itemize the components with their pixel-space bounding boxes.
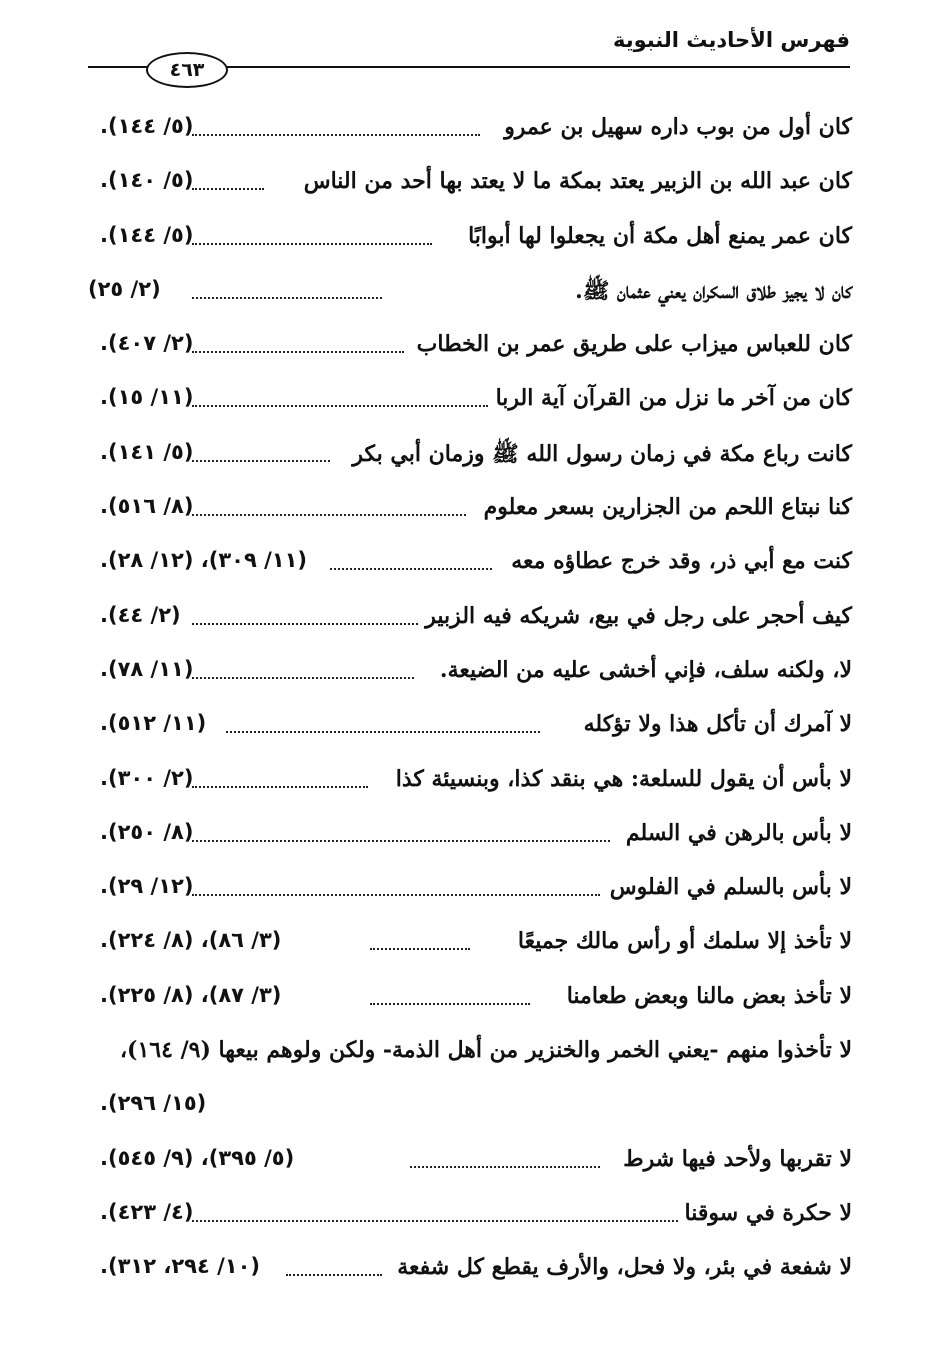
entry-reference: (٨/ ٥١٦). bbox=[100, 494, 194, 519]
entry-reference: (١١/ ٥١٢). bbox=[100, 711, 207, 736]
dot-leader bbox=[410, 1166, 600, 1168]
entry-reference: (١٠/ ٢٩٤، ٣١٢). bbox=[100, 1254, 261, 1279]
entry-text: لا تأخذ إلا سلمك أو رأس مالك جميعًا bbox=[517, 928, 852, 955]
index-entry bbox=[96, 375, 852, 429]
dot-leader bbox=[286, 1274, 382, 1276]
dot-leader bbox=[192, 840, 610, 842]
index-entry bbox=[96, 158, 852, 212]
entry-text: لا تأخذوا منهم -يعني الخمر والخنزير من أهل الذمة- ولكن ولوهم بيعها (٩/ ١٦٤)، bbox=[119, 1037, 852, 1064]
entry-text: لا بأس بالرهن في السلم bbox=[625, 819, 852, 846]
index-entry-continuation bbox=[96, 1081, 852, 1135]
index-entry bbox=[96, 213, 852, 267]
entry-text: لا تأخذ بعض مالنا وبعض طعامنا bbox=[566, 982, 852, 1009]
entry-reference: (٤/ ٤٢٣). bbox=[100, 1199, 194, 1224]
index-entry bbox=[96, 973, 852, 1027]
index-entry bbox=[88, 267, 852, 321]
entry-text: كان من آخر ما نزل من القرآن آية الربا bbox=[495, 385, 852, 412]
index-entry bbox=[96, 593, 852, 647]
dot-leader bbox=[192, 514, 466, 516]
entry-reference: (٥/ ١٤١). bbox=[100, 439, 194, 464]
running-header-title: فهرس الأحاديث النبوية bbox=[612, 28, 850, 52]
entry-text: لا بأس أن يقول للسلعة: هي بنقد كذا، وبنسيئة كذا bbox=[395, 765, 852, 792]
index-entry bbox=[96, 321, 852, 375]
dot-leader bbox=[330, 568, 492, 570]
index-entry bbox=[96, 810, 852, 864]
index-entry bbox=[96, 1136, 852, 1190]
entry-text: كنت مع أبي ذر، وقد خرج عطاؤه معه bbox=[511, 548, 852, 575]
index-entry bbox=[96, 1244, 852, 1298]
index-entry bbox=[96, 1027, 852, 1081]
entry-text: كانت رباع مكة في زمان رسول الله ﷺ وزمان أبي بكر bbox=[352, 440, 852, 467]
entry-reference: (٢/ ٤٠٧). bbox=[100, 331, 194, 356]
entry-text: كان للعباس ميزاب على طريق عمر بن الخطاب bbox=[416, 331, 852, 358]
dot-leader bbox=[192, 134, 480, 136]
entry-reference: (٣/ ٨٧)، (٨/ ٢٢٥). bbox=[100, 982, 282, 1007]
entry-reference: (٥/ ١٤٠). bbox=[100, 168, 194, 193]
entry-text: لا شفعة في بئر، ولا فحل، والأرف يقطع كل شفعة bbox=[397, 1254, 852, 1281]
entry-reference: (١١/ ٧٨). bbox=[100, 656, 194, 681]
index-entry bbox=[96, 104, 852, 158]
entry-text: كيف أحجر على رجل في بيع، شريكه فيه الزبير bbox=[425, 602, 852, 629]
entry-reference: (٥/ ٣٩٥)، (٩/ ٥٤٥). bbox=[100, 1145, 295, 1170]
entry-text: كان لا يجيز طلاق السكران يعني عثمان ﷺ. bbox=[575, 277, 852, 304]
dot-leader bbox=[370, 1003, 530, 1005]
entry-reference: (١١/ ٣٠٩)، (١٢/ ٢٨). bbox=[100, 548, 308, 573]
dot-leader bbox=[192, 623, 418, 625]
entry-reference: (٣/ ٨٦)، (٨/ ٢٢٤). bbox=[100, 928, 282, 953]
dot-leader bbox=[192, 351, 404, 353]
entry-text: لا تقربها ولأحد فيها شرط bbox=[623, 1145, 852, 1172]
entry-reference: (٢/ ٤٤). bbox=[100, 602, 181, 627]
dot-leader bbox=[370, 948, 470, 950]
index-entry bbox=[96, 756, 852, 810]
entry-text: لا حكرة في سوقنا bbox=[684, 1199, 852, 1226]
dot-leader bbox=[192, 460, 330, 462]
entry-reference: (٥/ ١٤٤). bbox=[100, 222, 194, 247]
page-number: ٤٦٣ bbox=[146, 52, 228, 88]
dot-leader bbox=[192, 677, 414, 679]
index-entry bbox=[96, 864, 852, 918]
index-entry bbox=[96, 701, 852, 755]
entry-reference: (٢/ ٣٠٠). bbox=[100, 765, 194, 790]
entry-reference: (١٢/ ٢٩). bbox=[100, 874, 194, 899]
entry-text: كان عبد الله بن الزبير يعتد بمكة ما لا يعتد بها أحد من الناس bbox=[303, 168, 852, 195]
entry-text: كان أول من بوب داره سهيل بن عمرو bbox=[504, 114, 852, 140]
index-entry bbox=[96, 538, 852, 592]
index-entry bbox=[96, 1190, 852, 1244]
dot-leader bbox=[192, 188, 264, 190]
entry-text: كان عمر يمنع أهل مكة أن يجعلوا لها أبوابًا bbox=[468, 222, 852, 249]
entry-reference: (٨/ ٢٥٠). bbox=[100, 819, 194, 844]
dot-leader bbox=[192, 405, 488, 407]
entry-reference: (١١/ ١٥). bbox=[100, 385, 194, 410]
entry-reference: (١٥/ ٢٩٦). bbox=[100, 1091, 207, 1116]
dot-leader bbox=[192, 786, 368, 788]
index-entry bbox=[96, 430, 852, 484]
dot-leader bbox=[192, 894, 600, 896]
index-entry bbox=[96, 484, 852, 538]
dot-leader bbox=[226, 731, 540, 733]
entry-text: لا بأس بالسلم في الفلوس bbox=[609, 874, 852, 901]
hadith-index-list bbox=[88, 104, 852, 1299]
index-entry bbox=[96, 647, 852, 701]
entry-text: لا، ولكنه سلف، فإني أخشى عليه من الضيعة. bbox=[439, 656, 852, 683]
index-entry bbox=[96, 918, 852, 972]
entry-reference: (٥/ ١٤٤). bbox=[100, 114, 194, 138]
dot-leader bbox=[192, 1220, 678, 1222]
entry-reference: (٢/ ٢٥) bbox=[88, 276, 161, 301]
entry-text: كنا نبتاع اللحم من الجزارين بسعر معلوم bbox=[483, 494, 852, 521]
dot-leader bbox=[192, 243, 432, 245]
entry-text: لا آمرك أن تأكل هذا ولا تؤكله bbox=[583, 711, 852, 738]
dot-leader bbox=[192, 297, 382, 299]
